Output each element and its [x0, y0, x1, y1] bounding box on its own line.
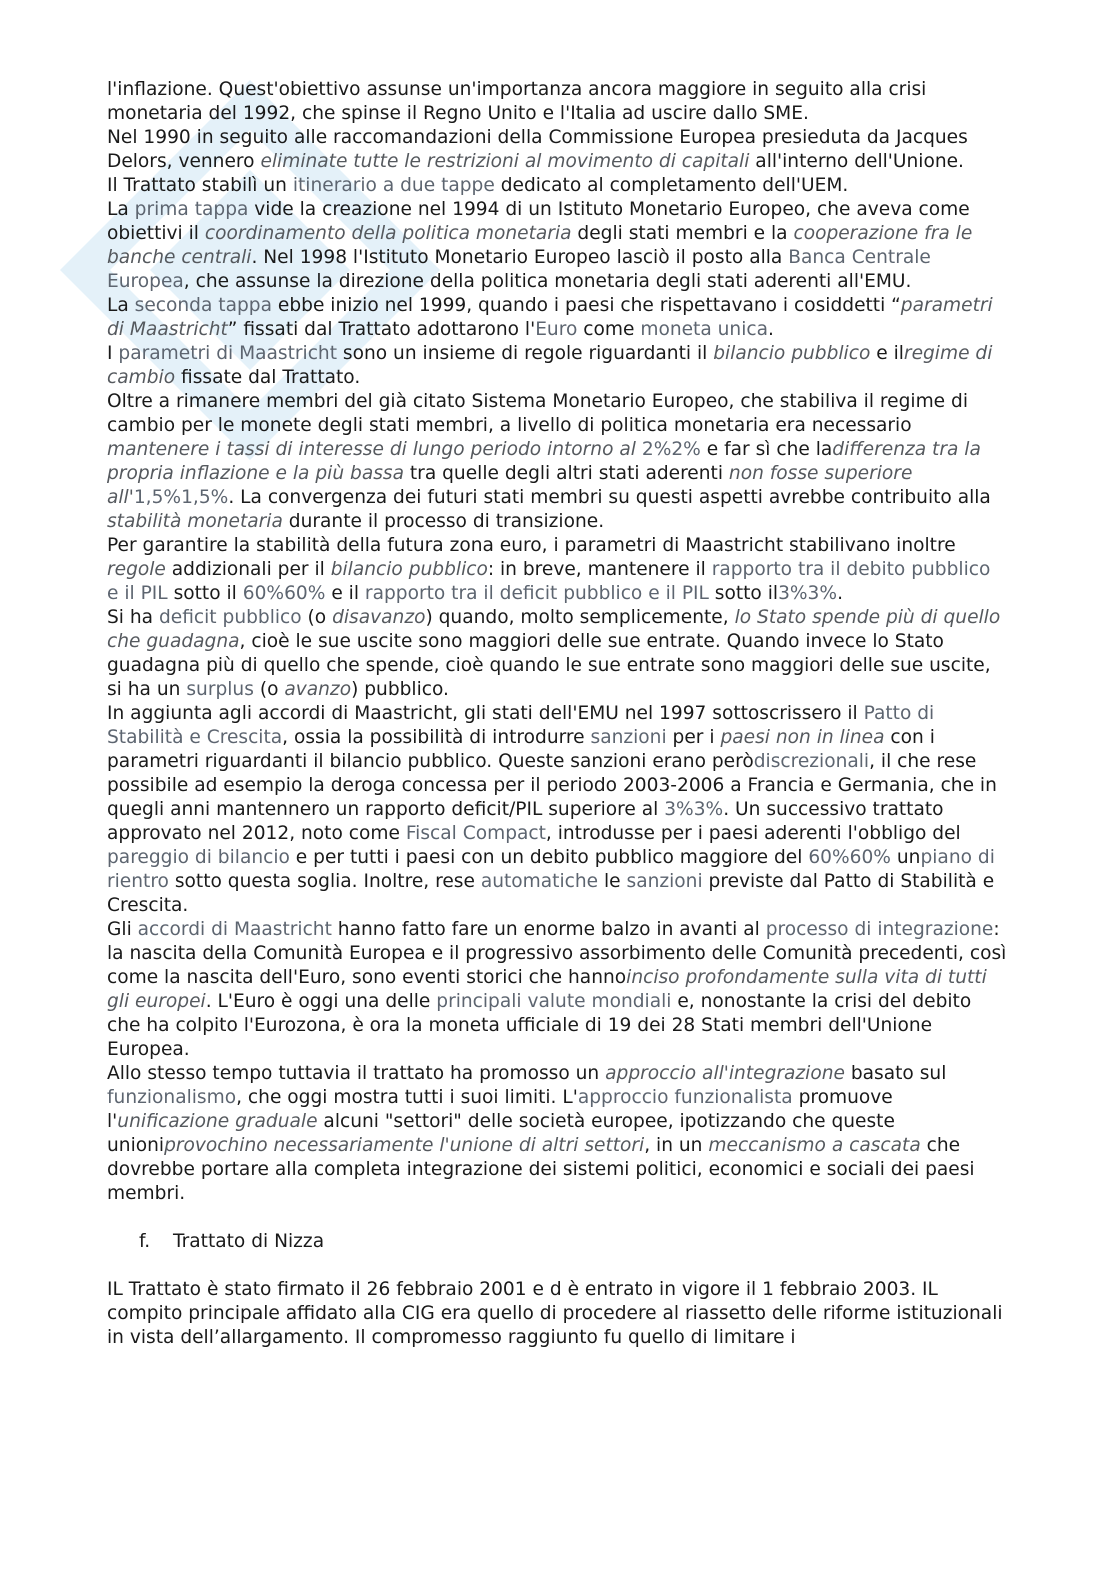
- highlighted-term: deficit pubblico: [158, 607, 302, 628]
- paragraph: [107, 294, 1007, 342]
- text-run: In aggiunta agli accordi di Maastricht, gli stati dell'EMU nel 1997 sottoscrissero il: [107, 703, 864, 724]
- text-run: Si ha: [107, 607, 159, 628]
- highlighted-term: funzionalismo: [107, 1087, 237, 1108]
- text-run: con i parametri riguardanti il bilancio pubblico. Queste sanzioni erano però: [107, 727, 935, 772]
- italic-term: avanzo: [284, 679, 352, 700]
- paragraph: [107, 342, 1007, 390]
- paragraph: [107, 78, 1007, 126]
- text-run: La: [107, 199, 135, 220]
- text-run: , il che rese possibile ad esempio la deroga concessa per il periodo 2003-2006 a Francia e Germania, che in quegli anni mantennero un rapporto deficit/PIL superiore al: [107, 751, 997, 820]
- highlighted-term: parametri di Maastricht: [118, 343, 338, 364]
- paragraph: [107, 198, 1007, 294]
- text-run: .: [837, 583, 843, 604]
- highlighted-term: itinerario a due tappe: [292, 175, 495, 196]
- highlighted-term: moneta unica: [640, 319, 768, 340]
- text-run: . L'Euro è oggi una delle: [205, 991, 437, 1012]
- text-run: Per garantire la stabilità della futura zona euro, i parametri di Maastricht stabilivano inoltre: [107, 535, 956, 556]
- highlighted-term: pareggio di bilancio: [107, 847, 290, 868]
- text-run: sono un insieme di regole riguardanti il: [337, 343, 714, 364]
- text-run: (o: [301, 607, 333, 628]
- text-run: sotto il: [708, 583, 779, 604]
- highlighted-term: 1,5%1,5%: [133, 487, 229, 508]
- highlighted-term: 3%3%: [778, 583, 838, 604]
- text-run: per i: [666, 727, 721, 748]
- text-run: un: [890, 847, 921, 868]
- text-run: e il: [325, 583, 365, 604]
- text-run: addizionali per il: [165, 559, 331, 580]
- highlighted-term: 60%60%: [808, 847, 891, 868]
- text-run: degli stati membri e la: [571, 223, 794, 244]
- highlighted-term: 3%3%: [664, 799, 724, 820]
- highlighted-term: rapporto tra il debito pubblico e il PIL: [107, 559, 991, 604]
- text-run: fissate dal Trattato.: [175, 367, 361, 388]
- text-run: Il Trattato stabilì un: [107, 175, 293, 196]
- highlighted-term: sanzioni: [626, 871, 703, 892]
- highlighted-term: principali valute mondiali: [436, 991, 672, 1012]
- document-body: [107, 78, 1007, 1350]
- text-run: promuove l': [107, 1087, 893, 1132]
- text-run: e per tutti i paesi con un debito pubblico maggiore del: [289, 847, 809, 868]
- section-heading: [107, 1230, 1007, 1254]
- highlighted-term: approccio funzionalista: [577, 1087, 793, 1108]
- highlighted-term: rapporto tra il deficit pubblico e il PIL: [364, 583, 709, 604]
- text-run: e far sì che la: [700, 439, 833, 460]
- paragraph-list: [107, 78, 1007, 1206]
- text-run: tra quelle degli altri stati aderenti: [403, 463, 729, 484]
- italic-term: unificazione graduale: [117, 1111, 318, 1132]
- highlighted-term: Fiscal Compact: [405, 823, 546, 844]
- text-run: ) pubblico.: [351, 679, 449, 700]
- text-run: , che assunse la direzione della politica monetaria degli stati aderenti all'EMU.: [183, 271, 912, 292]
- text-run: ” fissati dal Trattato adottarono l': [227, 319, 536, 340]
- text-run: sotto questa soglia. Inoltre, rese: [168, 871, 481, 892]
- highlighted-term: Euro: [535, 319, 578, 340]
- italic-term: regime di cambio: [107, 343, 993, 388]
- text-run: , cioè le sue uscite sono maggiori delle sue entrate. Quando invece lo Stato guadagna più di quello che spende, cioè quando le sue entrate sono maggiori delle sue uscite, si ha un: [107, 631, 991, 700]
- italic-term: paesi non in linea: [720, 727, 885, 748]
- highlighted-term: discrezionali: [753, 751, 870, 772]
- paragraph: [107, 174, 1007, 198]
- text-run: le: [598, 871, 627, 892]
- text-run: sotto il: [167, 583, 243, 604]
- highlighted-term: sanzioni: [590, 727, 667, 748]
- text-run: alcuni "settori" delle società europee, ipotizzando che queste unioni: [107, 1111, 895, 1156]
- highlighted-term: 60%60%: [242, 583, 326, 604]
- paragraph: [107, 126, 1007, 174]
- text-run: dedicato al completamento dell'UEM.: [494, 175, 849, 196]
- text-run: l'inflazione. Quest'obiettivo assunse un'importanza ancora maggiore in seguito alla crisi monetaria del 1992, che spinse il Regno Unito e l'Italia ad uscire dallo SME.: [107, 79, 927, 124]
- text-run: : in breve, mantenere il: [487, 559, 712, 580]
- text-run: e, nonostante la crisi del debito che ha colpito l'Eurozona, è ora la moneta ufficiale di 19 dei 28 Stati membri dell'Unione Europea.: [107, 991, 972, 1060]
- italic-term: approccio all'integrazione: [605, 1063, 845, 1084]
- text-run: Allo stesso tempo tuttavia il trattato ha promosso un: [107, 1063, 606, 1084]
- italic-term: cooperazione fra le banche centrali: [107, 223, 973, 268]
- italic-term: bilancio pubblico: [713, 343, 871, 364]
- text-run: , ossia la possibilità di introdurre: [282, 727, 591, 748]
- section-letter: f.: [139, 1231, 151, 1252]
- italic-term: bilancio pubblico: [330, 559, 488, 580]
- text-run: all'interno dell'Unione.: [749, 151, 964, 172]
- highlighted-term: accordi di Maastricht: [137, 919, 332, 940]
- text-run: durante il processo di transizione.: [282, 511, 605, 532]
- highlighted-term: automatiche: [480, 871, 599, 892]
- text-run: .: [768, 319, 774, 340]
- text-run: , introdusse per i paesi aderenti l'obbligo del: [545, 823, 961, 844]
- italic-term: disavanzo: [332, 607, 426, 628]
- text-run: , che oggi mostra tutti i suoi limiti. L': [236, 1087, 578, 1108]
- text-run: , in un: [644, 1135, 709, 1156]
- italic-term: parametri di Maastricht: [107, 295, 993, 340]
- italic-term: provochino necessariamente l'unione di altri settori: [164, 1135, 645, 1156]
- paragraph: [107, 702, 1007, 918]
- text-run: Nel 1990 in seguito alle raccomandazioni della Commissione Europea presieduta da Jacques Delors, vennero: [107, 127, 968, 172]
- section-title: Trattato di Nizza: [173, 1231, 325, 1252]
- text-run: (o: [253, 679, 285, 700]
- highlighted-term: prima tappa: [134, 199, 249, 220]
- paragraph: [107, 534, 1007, 606]
- text-run: come: [577, 319, 641, 340]
- italic-term: inciso profondamente sulla vita di tutti gli europei: [107, 967, 987, 1012]
- italic-term: eliminate tutte le restrizioni al movimento di capitali: [260, 151, 750, 172]
- highlighted-term: 2%2%: [641, 439, 701, 460]
- text-run: ebbe inizio nel 1999, quando i paesi che rispettavano i cosiddetti “: [271, 295, 901, 316]
- italic-term: coordinamento della politica monetaria: [204, 223, 572, 244]
- highlighted-term: surplus: [186, 679, 254, 700]
- italic-term: differenza tra la propria inflazione e la più bassa: [107, 439, 981, 484]
- paragraph: [107, 606, 1007, 702]
- text-run: e il: [870, 343, 904, 364]
- text-run: . La convergenza dei futuri stati membri su questi aspetti avrebbe contribuito alla: [228, 487, 991, 508]
- paragraph: [107, 1062, 1007, 1206]
- text-run: che dovrebbe portare alla completa integrazione dei sistemi politici, economici e sociali dei paesi membri.: [107, 1135, 975, 1204]
- text-run: : la nascita della Comunità Europea e il progressivo assorbimento delle Comunità precedenti, così come la nascita dell'Euro, sono eventi storici che hanno: [107, 919, 1007, 988]
- text-run: I: [107, 343, 119, 364]
- text-run: La: [107, 295, 135, 316]
- highlighted-term: piano di rientro: [107, 847, 995, 892]
- text-run: previste dal Patto di Stabilità e Crescita.: [107, 871, 995, 916]
- paragraph-nizza: IL Trattato è stato firmato il 26 febbraio 2001 e d è entrato in vigore il 1 febbraio 2003. IL compito principale affidato alla CIG era quello di procedere al riassetto delle riforme istituzionali in vista dell’allargamento. Il compromesso raggiunto fu quello di limitare i: [107, 1279, 1003, 1348]
- italic-term: meccanismo a cascata: [708, 1135, 921, 1156]
- paragraph: [107, 918, 1007, 1062]
- highlighted-term: seconda tappa: [134, 295, 272, 316]
- italic-term: mantenere i tassi di interesse di lungo periodo intorno al: [107, 439, 636, 460]
- paragraph: [107, 390, 1007, 534]
- text-run: . Un successivo trattato approvato nel 2012, noto come: [107, 799, 944, 844]
- highlighted-term: Patto di Stabilità e Crescita: [107, 703, 935, 748]
- text-run: vide la creazione nel 1994 di un Istituto Monetario Europeo, che aveva come obiettivi il: [107, 199, 970, 244]
- highlighted-term: processo di integrazione: [765, 919, 994, 940]
- text-run: . Nel 1998 l'Istituto Monetario Europeo lasciò il posto alla: [251, 247, 789, 268]
- text-run: Oltre a rimanere membri del già citato Sistema Monetario Europeo, che stabiliva il regime di cambio per le monete degli stati membri, a livello di politica monetaria era necessario: [107, 391, 969, 436]
- text-run: hanno fatto fare un enorme balzo in avanti al: [331, 919, 766, 940]
- text-run: basato sul: [844, 1063, 947, 1084]
- italic-term: stabilità monetaria: [107, 511, 283, 532]
- italic-term: lo Stato spende più di quello che guadagna: [107, 607, 1001, 652]
- italic-term: regole: [107, 559, 166, 580]
- italic-term: non fosse superiore all': [107, 463, 913, 508]
- text-run: Gli: [107, 919, 138, 940]
- text-run: ) quando, molto semplicemente,: [425, 607, 735, 628]
- highlighted-term: Banca Centrale Europea: [107, 247, 931, 292]
